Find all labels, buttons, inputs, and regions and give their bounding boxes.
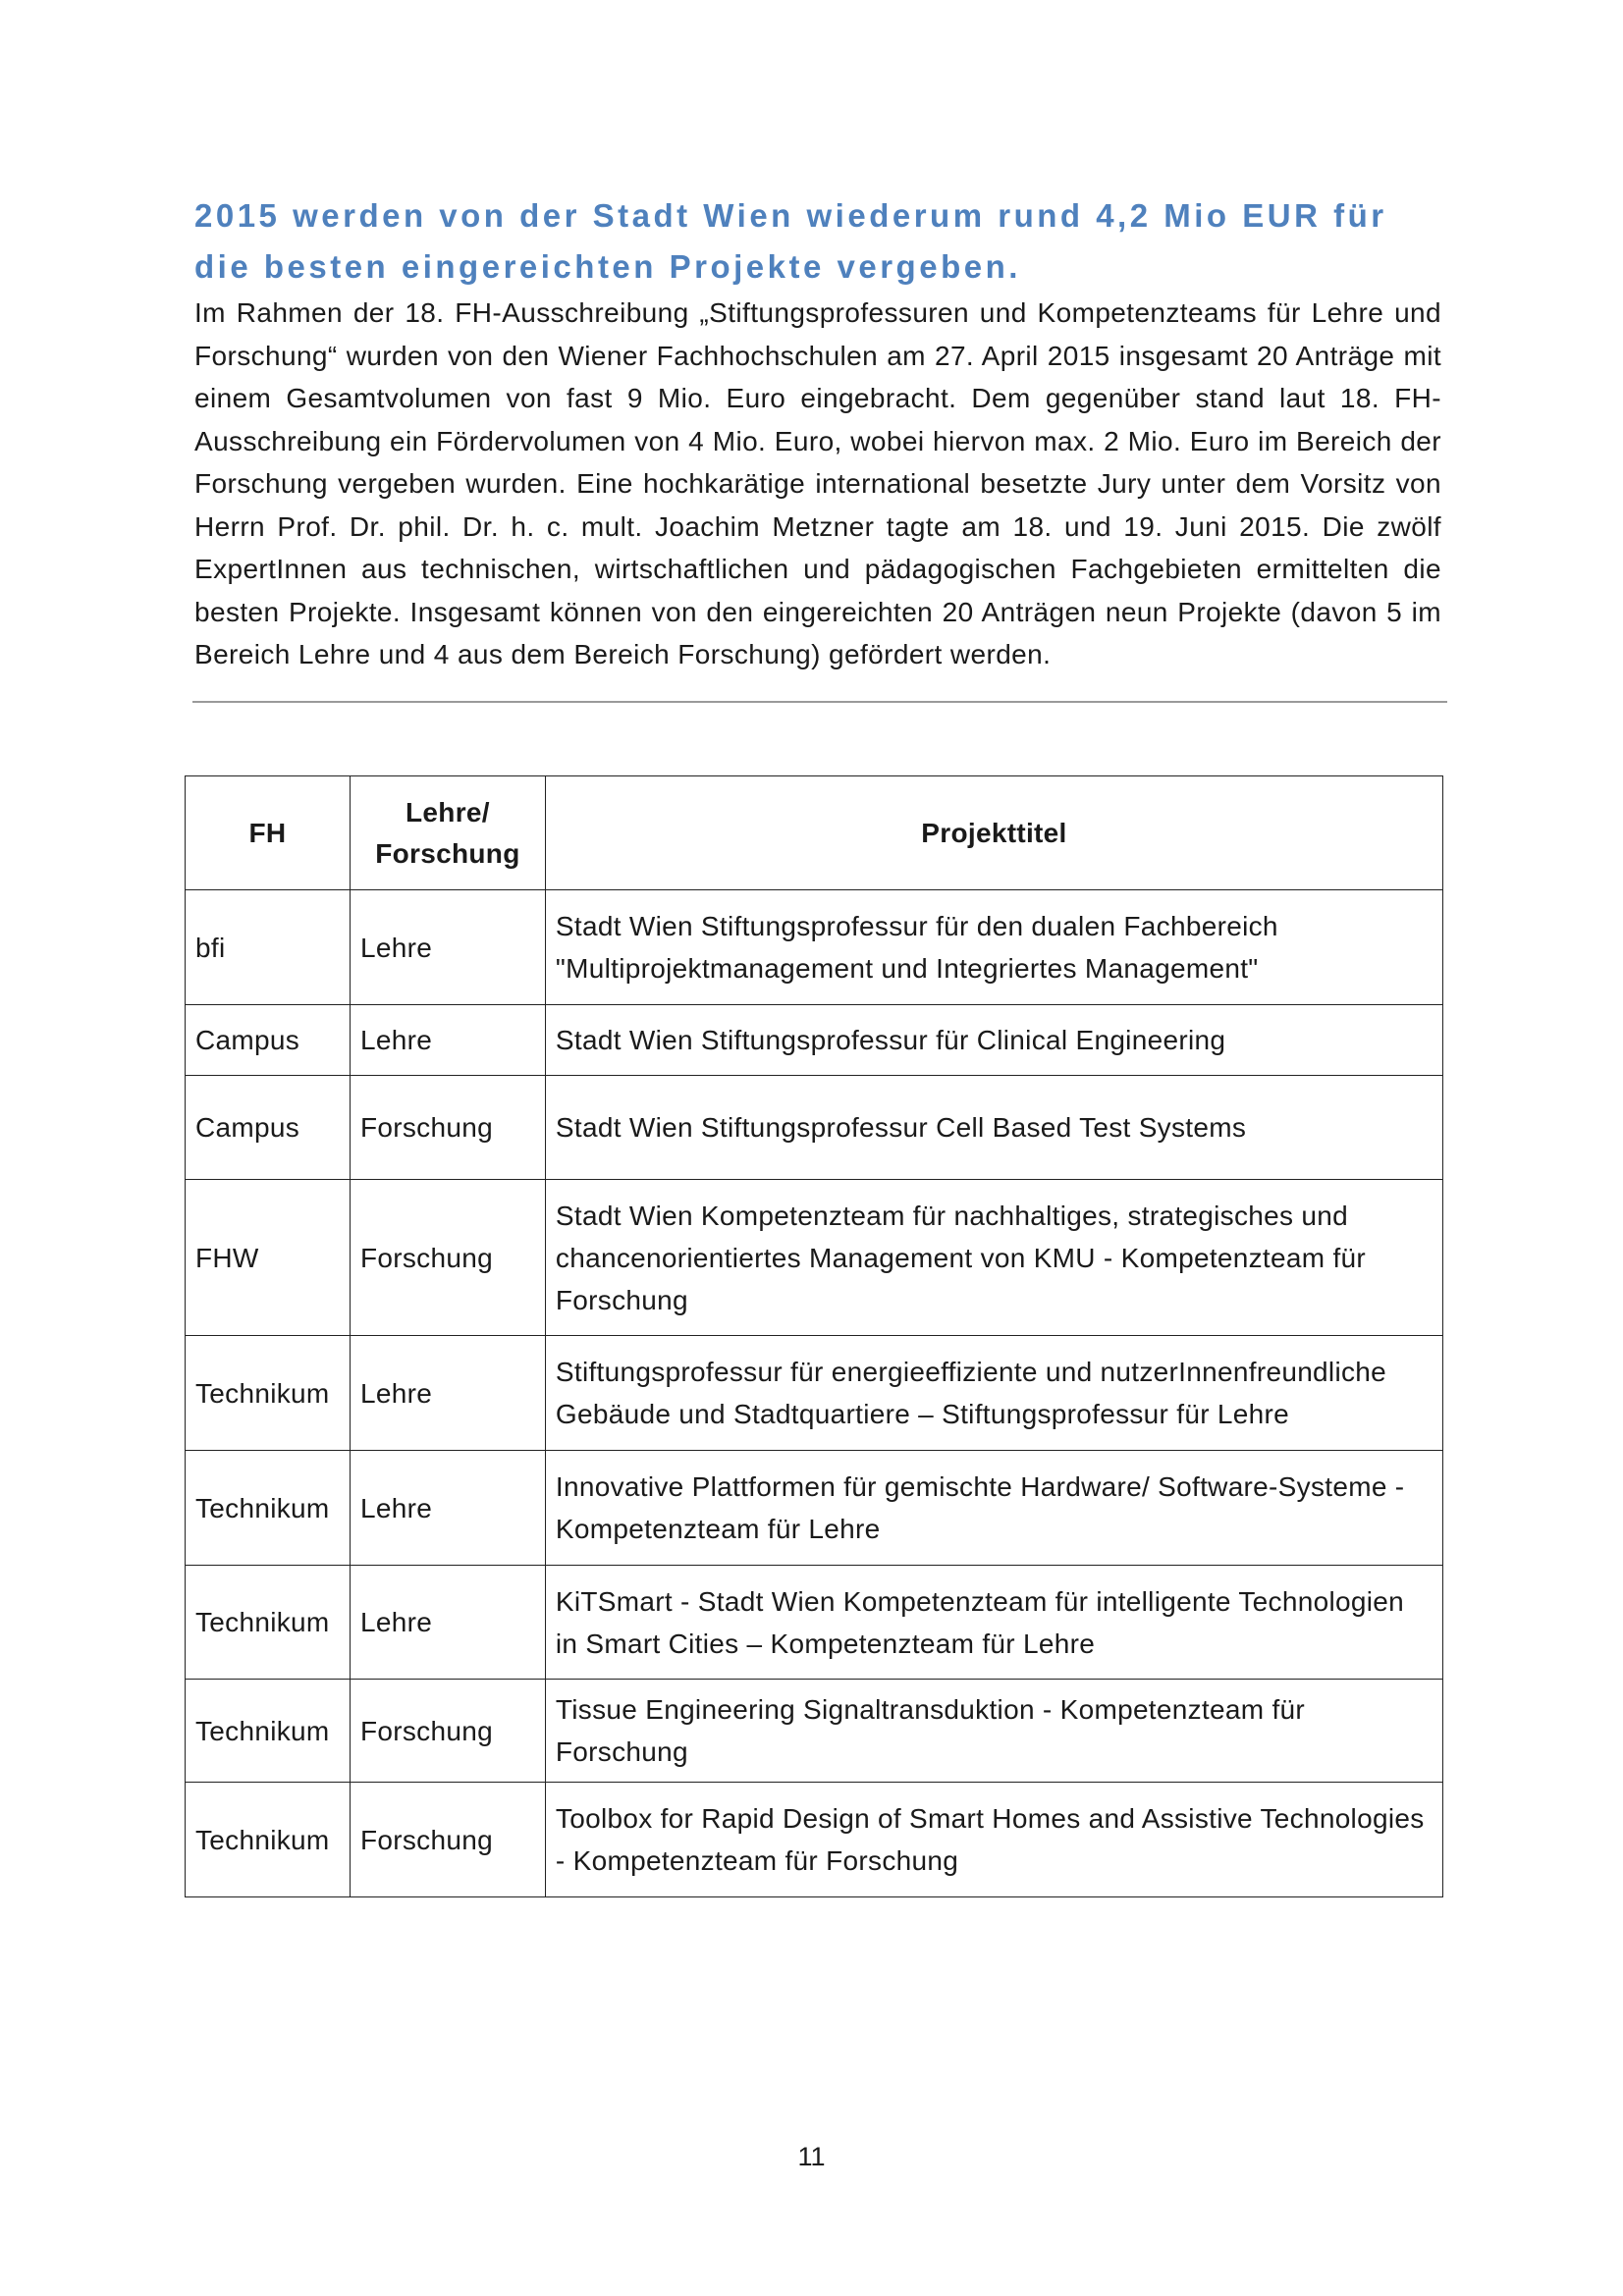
cell-type: Forschung bbox=[350, 1680, 545, 1783]
cell-title: Toolbox for Rapid Design of Smart Homes and Assistive Technologies - Kompetenzteam für Forschung bbox=[545, 1783, 1442, 1897]
cell-title: Stiftungsprofessur für energieeffiziente und nutzerInnenfreundliche Gebäude und Stadtquartiere – Stiftungsprofessur für Lehre bbox=[545, 1336, 1442, 1451]
cell-type: Lehre bbox=[350, 1005, 545, 1076]
cell-fh: Technikum bbox=[186, 1336, 351, 1451]
cell-type: Lehre bbox=[350, 1451, 545, 1566]
cell-type: Forschung bbox=[350, 1783, 545, 1897]
table-row bbox=[186, 1076, 1443, 1180]
cell-fh: Campus bbox=[186, 1005, 351, 1076]
table-row bbox=[186, 1005, 1443, 1076]
table-row bbox=[186, 890, 1443, 1005]
cell-type: Lehre bbox=[350, 1566, 545, 1680]
cell-type: Forschung bbox=[350, 1180, 545, 1336]
page-number: 11 bbox=[797, 2142, 826, 2171]
cell-fh: bfi bbox=[186, 890, 351, 1005]
cell-fh: FHW bbox=[186, 1180, 351, 1336]
table-row bbox=[186, 1336, 1443, 1451]
table-row bbox=[186, 1680, 1443, 1783]
table-row bbox=[186, 1451, 1443, 1566]
cell-title: Innovative Plattformen für gemischte Hardware/ Software-Systeme - Kompetenzteam für Lehre bbox=[545, 1451, 1442, 1566]
column-header-title: Projekttitel bbox=[545, 776, 1442, 890]
cell-title: Tissue Engineering Signaltransduktion - Kompetenzteam für Forschung bbox=[545, 1680, 1442, 1783]
cell-fh: Technikum bbox=[186, 1451, 351, 1566]
cell-title: KiTSmart - Stadt Wien Kompetenzteam für intelligente Technologien in Smart Cities – Kompetenzteam für Lehre bbox=[545, 1566, 1442, 1680]
cell-fh: Technikum bbox=[186, 1566, 351, 1680]
table-row bbox=[186, 1783, 1443, 1897]
table-header-row bbox=[186, 776, 1443, 890]
cell-title: Stadt Wien Stiftungsprofessur für Clinical Engineering bbox=[545, 1005, 1442, 1076]
funded-projects-table bbox=[185, 775, 1443, 1897]
cell-type: Forschung bbox=[350, 1076, 545, 1180]
body-paragraph: Im Rahmen der 18. FH-Ausschreibung „Stiftungsprofessuren und Kompetenzteams für Lehre und Forschung“ wurden von den Wiener Fachhochschulen am 27. April 2015 insgesamt 20 Anträge mit einem Gesamtvolumen von fast 9 Mio. Euro eingebracht. Dem gegenüber stand laut 18. FH-Ausschreibung ein Fördervolumen von 4 Mio. Euro, wobei hiervon max. 2 Mio. Euro im Bereich der Forschung vergeben wurden. Eine hochkarätige international besetzte Jury unter dem Vorsitz von Herrn Prof. Dr. phil. Dr. h. c. mult. Joachim Metzner tagte am 18. und 19. Juni 2015. Die zwölf ExpertInnen aus technischen, wirtschaftlichen und pädagogischen Fachgebieten ermittelten die besten Projekte. Insgesamt können von den eingereichten 20 Anträgen neun Projekte (davon 5 im Bereich Lehre und 4 aus dem Bereich Forschung) gefördert werden. bbox=[194, 297, 1441, 669]
cell-type: Lehre bbox=[350, 1336, 545, 1451]
column-header-type: Lehre/ Forschung bbox=[350, 776, 545, 890]
cell-title: Stadt Wien Stiftungsprofessur Cell Based Test Systems bbox=[545, 1076, 1442, 1180]
cell-fh: Technikum bbox=[186, 1680, 351, 1783]
column-header-fh: FH bbox=[186, 776, 351, 890]
cell-title: Stadt Wien Kompetenzteam für nachhaltiges, strategisches und chancenorientiertes Management von KMU - Kompetenzteam für Forschung bbox=[545, 1180, 1442, 1336]
cell-type: Lehre bbox=[350, 890, 545, 1005]
table-row bbox=[186, 1180, 1443, 1336]
cell-title: Stadt Wien Stiftungsprofessur für den dualen Fachbereich "Multiprojektmanagement und Integriertes Management" bbox=[545, 890, 1442, 1005]
cell-fh: Campus bbox=[186, 1076, 351, 1180]
cell-fh: Technikum bbox=[186, 1783, 351, 1897]
section-heading: 2015 werden von der Stadt Wien wiederum rund 4,2 Mio EUR für die besten eingereichten Projekte vergeben. bbox=[194, 197, 1387, 285]
table-row bbox=[186, 1566, 1443, 1680]
horizontal-rule bbox=[192, 701, 1447, 703]
